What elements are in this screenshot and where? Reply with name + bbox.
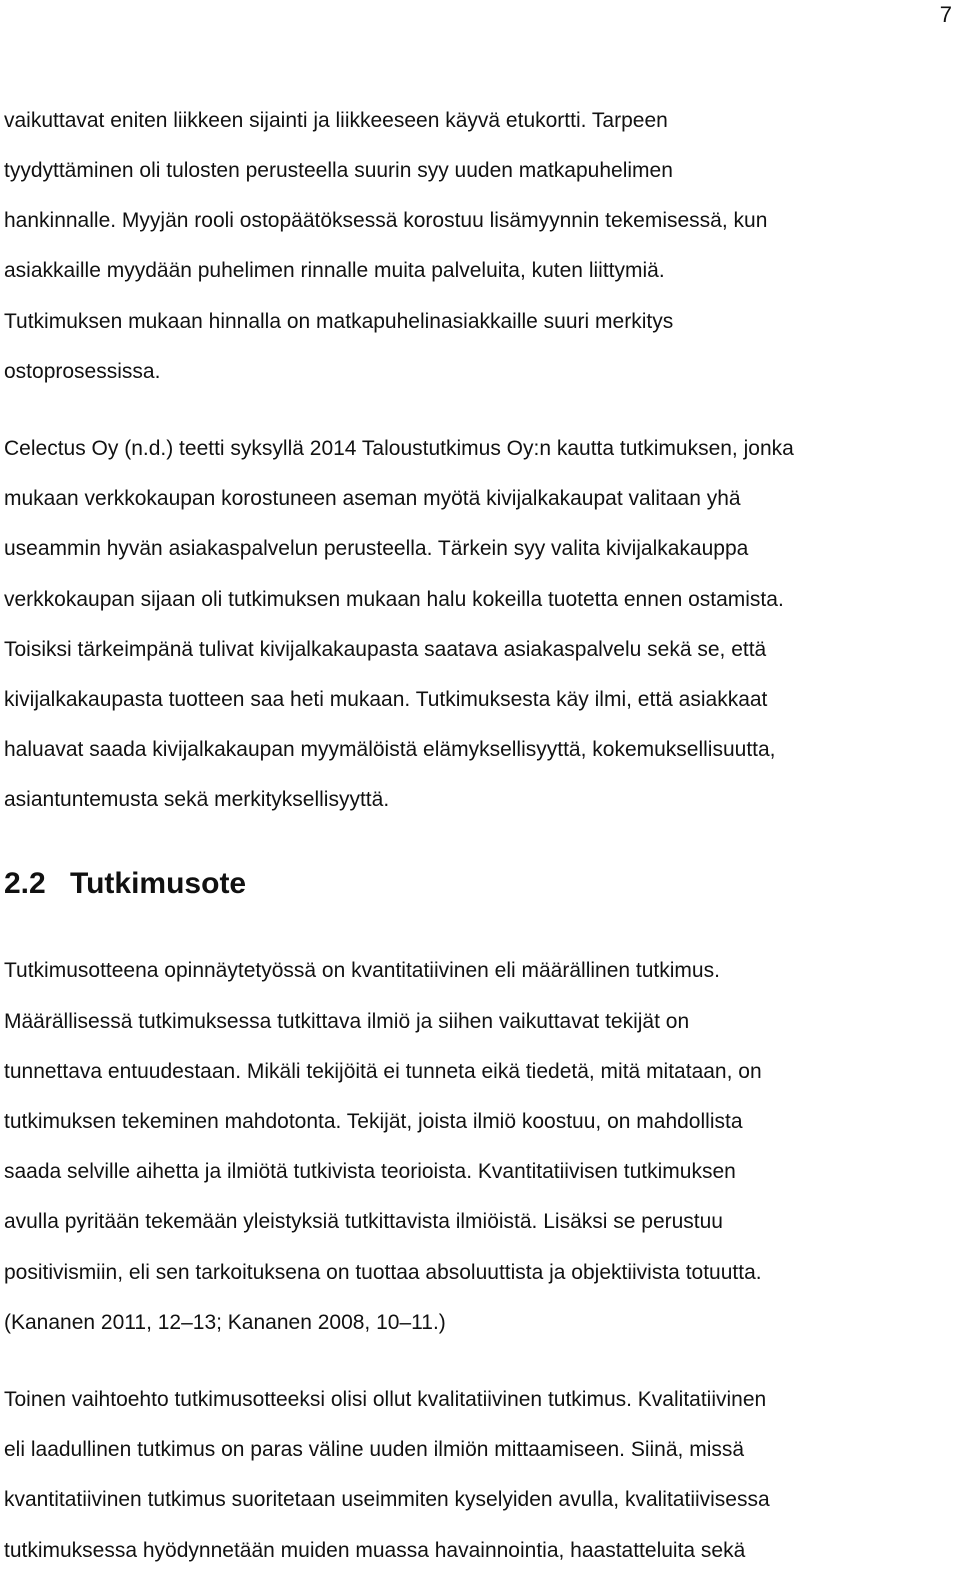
text-line: eli laadullinen tutkimus on paras väline uuden ilmiön mittaamiseen. Siinä, missä [4, 1438, 745, 1461]
page-number: 7 [939, 2, 952, 27]
text-line: Määrällisessä tutkimuksessa tutkittava ilmiö ja siihen vaikuttavat tekijät on [4, 1010, 690, 1033]
text-line: tutkimuksessa hyödynnetään muiden muassa havainnointia, haastatteluita sekä [4, 1539, 746, 1562]
text-line: Tutkimuksen mukaan hinnalla on matkapuhelinasiakkaille suuri merkitys [4, 310, 674, 333]
text-line: Toinen vaihtoehto tutkimusotteeksi olisi ollut kvalitatiivinen tutkimus. Kvalitatiivinen [4, 1388, 767, 1411]
text-line: hankinnalle. Myyjän rooli ostopäätöksessä korostuu lisämyynnin tekemisessä, kun [4, 209, 768, 232]
text-line: saada selville aihetta ja ilmiötä tutkivista teorioista. Kvantitatiivisen tutkimuksen [4, 1160, 736, 1183]
text-line: (Kananen 2011, 12–13; Kananen 2008, 10–11.) [4, 1311, 446, 1334]
text-line: asiakkaille myydään puhelimen rinnalle muita palveluita, kuten liittymiä. [4, 259, 665, 282]
section-heading [4, 866, 246, 902]
text-line: kivijalkakaupasta tuotteen saa heti mukaan. Tutkimuksesta käy ilmi, että asiakkaat [4, 688, 768, 711]
text-line: tutkimuksen tekeminen mahdotonta. Tekijät, joista ilmiö koostuu, on mahdollista [4, 1110, 743, 1133]
text-line: Tutkimusotteena opinnäytetyössä on kvantitatiivinen eli määrällinen tutkimus. [4, 959, 720, 982]
text-line: useammin hyvän asiakaspalvelun perusteella. Tärkein syy valita kivijalkakauppa [4, 537, 749, 560]
text-line: haluavat saada kivijalkakaupan myymälöistä elämyksellisyyttä, kokemuksellisuutta, [4, 738, 776, 761]
text-line: ostoprosessissa. [4, 360, 161, 383]
text-line: Celectus Oy (n.d.) teetti syksyllä 2014 Taloustutkimus Oy:n kautta tutkimuksen, jonka [4, 437, 794, 460]
section-number: 2.2 [4, 867, 46, 900]
text-line: avulla pyritään tekemään yleistyksiä tutkittavista ilmiöistä. Lisäksi se perustuu [4, 1210, 723, 1233]
text-line: kvantitatiivinen tutkimus suoritetaan useimmiten kyselyiden avulla, kvalitatiivisessa [4, 1488, 770, 1511]
text-line: verkkokaupan sijaan oli tutkimuksen mukaan halu kokeilla tuotetta ennen ostamista. [4, 588, 784, 611]
text-line: tyydyttäminen oli tulosten perusteella suurin syy uuden matkapuhelimen [4, 159, 673, 182]
text-line: tunnettava entuudestaan. Mikäli tekijöitä ei tunneta eikä tiedetä, mitä mitataan, on [4, 1060, 762, 1083]
text-line: vaikuttavat eniten liikkeen sijainti ja liikkeeseen käyvä etukortti. Tarpeen [4, 109, 668, 132]
section-title: Tutkimusote [70, 867, 247, 900]
text-line: positivismiin, eli sen tarkoituksena on tuottaa absoluuttista ja objektiivista totuutta. [4, 1261, 762, 1284]
text-line: Toisiksi tärkeimpänä tulivat kivijalkakaupasta saatava asiakaspalvelu sekä se, että [4, 638, 767, 661]
text-line: asiantuntemusta sekä merkityksellisyyttä. [4, 788, 390, 811]
text-line: mukaan verkkokaupan korostuneen aseman myötä kivijalkakaupat valitaan yhä [4, 487, 741, 510]
